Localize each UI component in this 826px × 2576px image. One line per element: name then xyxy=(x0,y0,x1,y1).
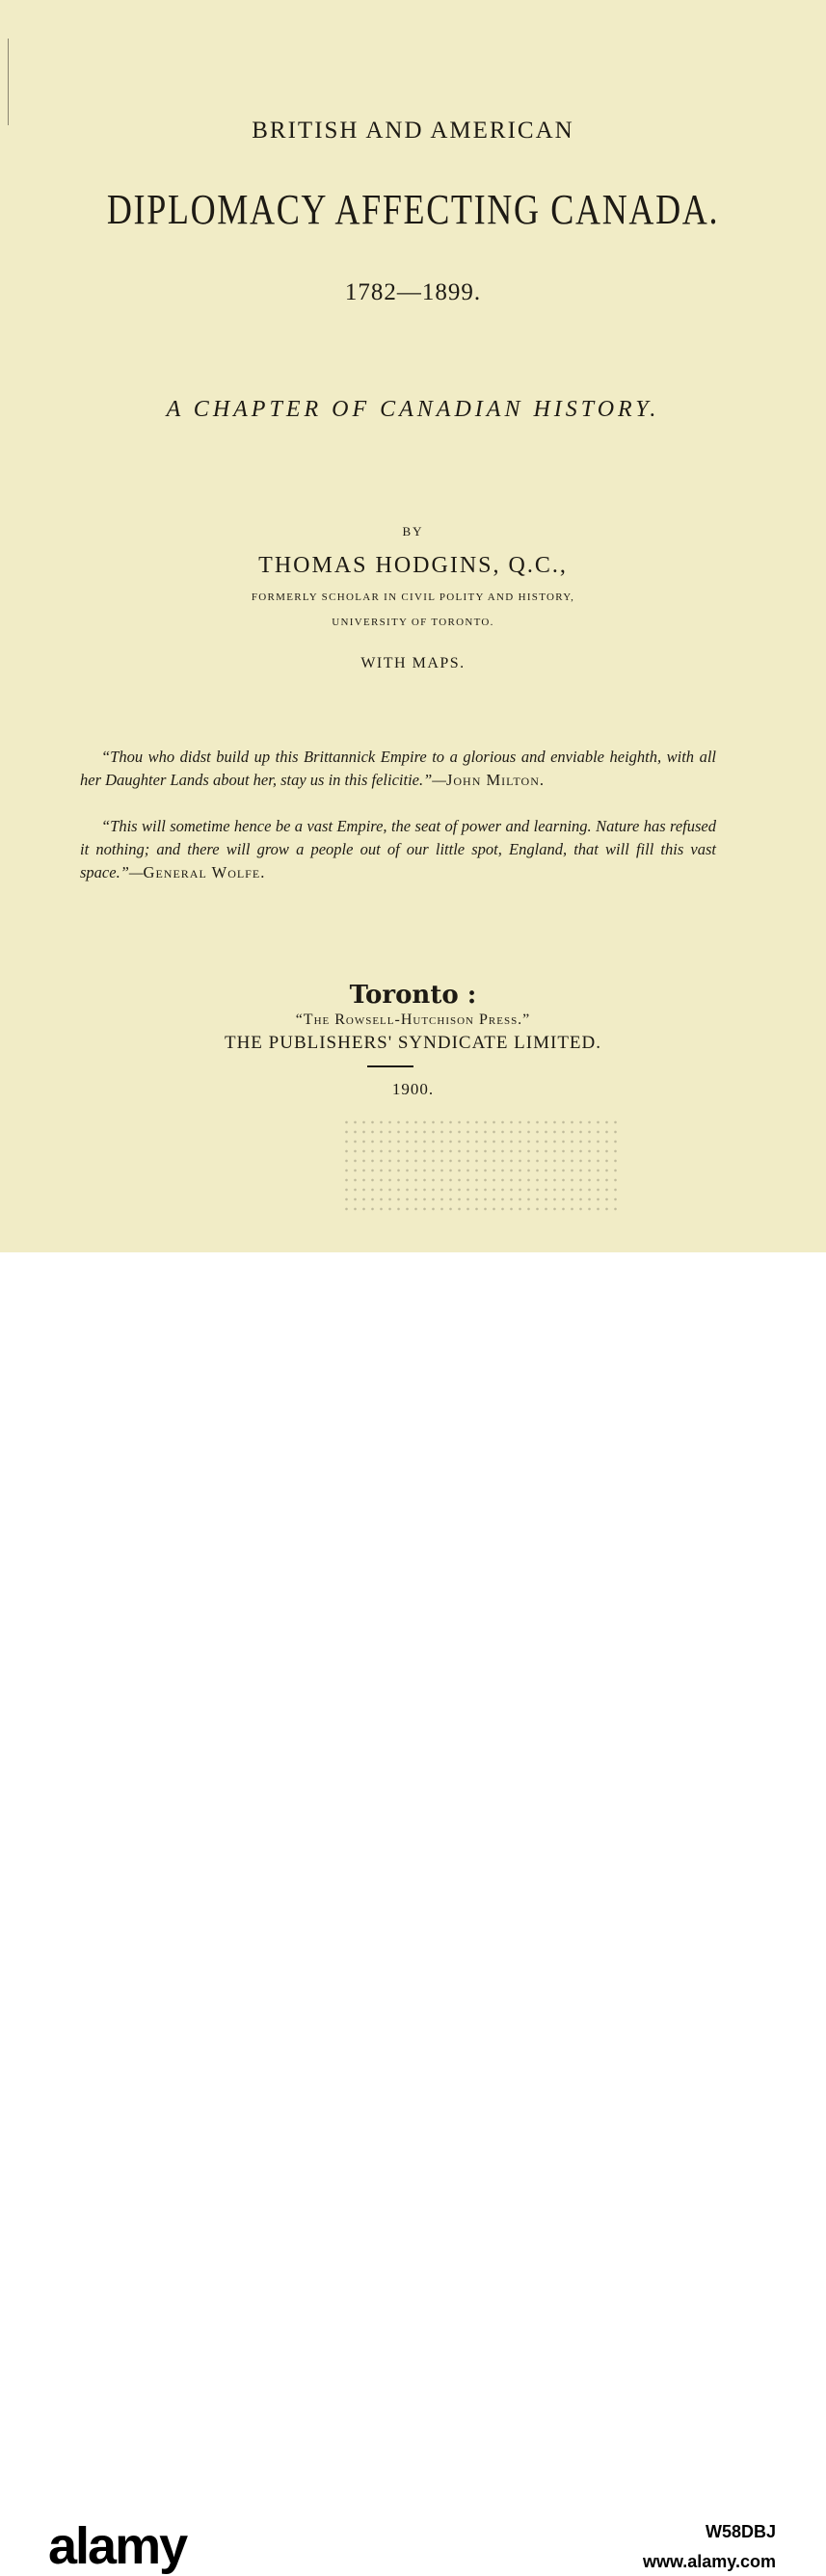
imprint-place: Toronto : xyxy=(349,981,477,1010)
main-title: DIPLOMACY AFFECTING CANADA. xyxy=(106,186,720,233)
watermark-footer xyxy=(0,1252,826,2575)
image-id: W58DBJ xyxy=(705,2522,776,2541)
epigraph-quote-1-text: “Thou who didst build up this Brittannick Empire to a glorious and enviable heighth, with all her Daughter Lands about her, stay us in this felicitie.”— xyxy=(80,748,716,789)
title-line-1: BRITISH AND AMERICAN xyxy=(252,118,574,144)
epigraph-quote-2 xyxy=(80,815,716,884)
page-edge-mark xyxy=(8,39,9,125)
date-range: 1782—1899. xyxy=(344,279,482,305)
author-credential-2: UNIVERSITY OF TORONTO. xyxy=(332,617,494,628)
epigraph-quote-2-text: “This will sometime hence be a vast Empire, the seat of power and learning. Nature has refused it nothing; and there will grow a people out of our little spot, England, that will fill this vast space.”— xyxy=(80,817,716,881)
title-page xyxy=(0,0,826,1252)
epigraph-quote-1-attribution: John Milton. xyxy=(445,771,545,789)
by-label: BY xyxy=(402,524,424,539)
with-maps-note: WITH MAPS. xyxy=(360,655,466,671)
epigraph-quote-2-attribution: General Wolfe. xyxy=(143,863,266,881)
imprint-rule xyxy=(367,1065,413,1067)
imprint-publisher: THE PUBLISHERS' SYNDICATE LIMITED. xyxy=(224,1033,602,1053)
author-name: THOMAS HODGINS, Q.C., xyxy=(258,553,568,578)
site-url: www.alamy.com xyxy=(642,2552,776,2571)
imprint-year: 1900. xyxy=(391,1080,435,1098)
imprint-press: “The Rowsell-Hutchison Press.” xyxy=(295,1012,531,1028)
perforated-library-stamp xyxy=(342,1117,622,1214)
subtitle: A CHAPTER OF CANADIAN HISTORY. xyxy=(166,397,660,422)
epigraph-quote-1 xyxy=(80,746,716,792)
alamy-logo: alamy xyxy=(48,2517,187,2575)
author-credential-1: FORMERLY SCHOLAR IN CIVIL POLITY AND HISTORY, xyxy=(251,591,575,603)
